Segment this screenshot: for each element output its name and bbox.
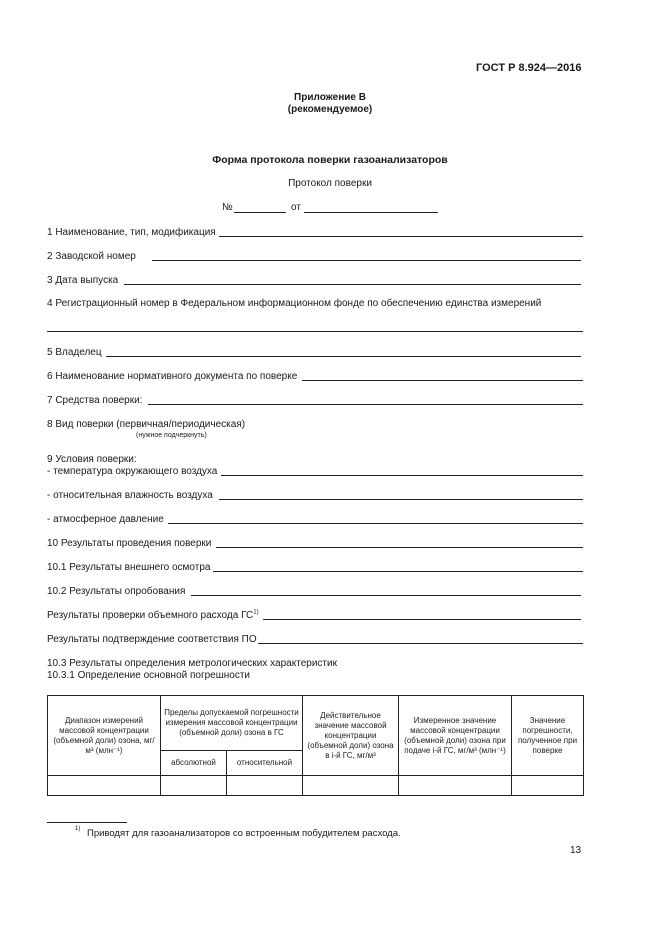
table-cell[interactable] [161,776,227,796]
field-testing-label: 10.2 Результаты опробования [47,586,186,597]
field-serial-blank[interactable] [152,260,581,261]
field-registration-label: 4 Регистрационный номер в Федеральном информационном фонде по обеспечению единства измерений [47,298,542,309]
field-verification-type-note: (нужное подчеркнуть) [136,432,207,439]
appendix-title: Приложение В [294,92,366,103]
number-label: № [222,202,233,213]
results-table [47,695,584,796]
field-name-type-blank[interactable] [219,236,583,237]
date-label: от [291,202,301,213]
header-error-obtained: Значение погрешности, полученное при поверке [512,696,584,776]
appendix-subtitle: (рекомендуемое) [287,104,373,115]
footnote-mark: 1) [75,826,81,832]
field-software-blank[interactable] [258,643,583,644]
field-results-label: 10 Результаты проведения поверки [47,538,212,549]
header-range: Диапазон измерений массовой концентрации (объемной доли) озона, мг/м³ (млн⁻¹) [48,696,161,776]
field-humidity-label: - относительная влажность воздуха [47,490,213,501]
header-error-limits: Пределы допускаемой погрешности измерения массовой концентрации (объемной доли) озона в ГС [161,696,303,751]
table-cell[interactable] [227,776,303,796]
field-serial-label: 2 Заводской номер [47,251,136,262]
table-cell[interactable] [512,776,584,796]
field-release-date-blank[interactable] [124,284,581,285]
field-pressure-blank[interactable] [168,523,583,524]
field-flow-blank[interactable] [263,619,581,620]
header-absolute: абсолютной [161,751,227,776]
header-actual-value: Действительное значение массовой концентрации (объемной доли) озона в i-й ГС, мг/м³ [303,696,399,776]
field-basic-error-label: 10.3.1 Определение основной погрешности [47,670,251,681]
field-visual-inspection-label: 10.1 Результаты внешнего осмотра [47,562,211,573]
field-humidity-blank[interactable] [219,499,583,500]
field-owner-label: 5 Владелец [47,347,102,358]
date-blank[interactable] [304,212,438,213]
field-owner-blank[interactable] [106,356,581,357]
field-release-date-label: 3 Дата выпуска [47,275,119,286]
field-normative-doc-blank[interactable] [302,380,583,381]
field-temperature-blank[interactable] [221,475,583,476]
field-metrology-label: 10.3 Результаты определения метрологических характеристик [47,658,337,669]
field-software-label: Результаты подтверждение соответствия ПО [47,634,257,645]
field-registration-blank[interactable] [47,331,583,332]
field-temperature-label: - температура окружающего воздуха [47,466,218,477]
header-relative: относительной [227,751,303,776]
field-visual-inspection-blank[interactable] [213,571,583,572]
table-cell[interactable] [399,776,512,796]
field-pressure-label: - атмосферное давление [47,514,164,525]
number-blank[interactable] [234,212,286,213]
table-cell[interactable] [303,776,399,796]
table-cell[interactable] [48,776,161,796]
field-flow-label [47,610,259,621]
field-verification-type-label: 8 Вид поверки (первичная/периодическая) [47,419,246,430]
field-verification-means-label: 7 Средства поверки: [47,395,143,406]
document-code: ГОСТ Р 8.924—2016 [476,62,582,74]
page-number: 13 [570,845,582,856]
form-title: Форма протокола поверки газоанализаторов [212,154,448,166]
footnote-reference: 1) [253,609,259,616]
field-name-type-label: 1 Наименование, тип, модификация [47,227,216,238]
footnote-text: Приводят для газоанализаторов со встроенным побудителем расхода. [87,828,401,839]
field-normative-doc-label: 6 Наименование нормативного документа по поверке [47,371,298,382]
header-measured-value: Измеренное значение массовой концентрации (объемной доли) озона при подаче i-й ГС, мг/м³ (млн⁻¹) [399,696,512,776]
footnote-divider [47,822,127,823]
field-flow-text: Результаты проверки объемного расхода ГС [47,610,254,621]
field-testing-blank[interactable] [191,595,581,596]
protocol-heading: Протокол поверки [288,178,372,189]
field-verification-means-blank[interactable] [148,404,583,405]
field-conditions-label: 9 Условия поверки: [47,454,137,465]
field-results-blank[interactable] [216,547,583,548]
